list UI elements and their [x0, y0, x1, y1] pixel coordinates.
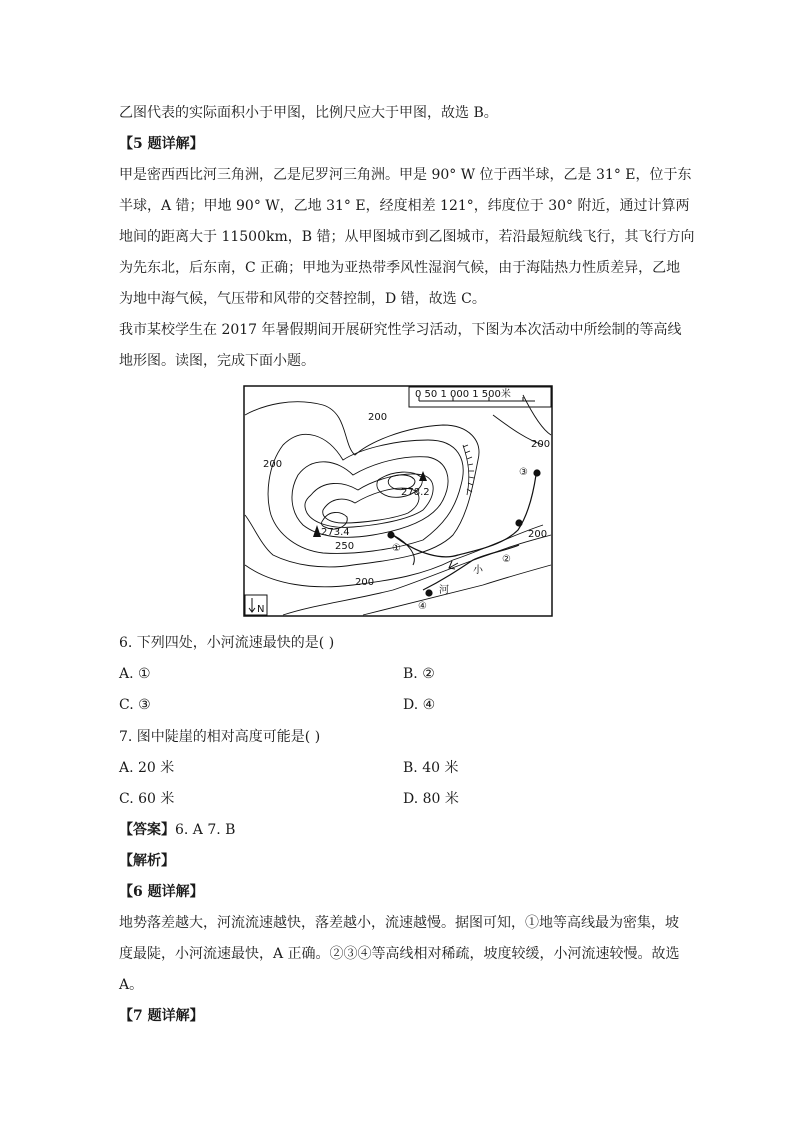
paragraph-text: 地形图。读图，完成下面小题。: [119, 353, 315, 369]
scale-label: 0 50 1 000 1 500米: [415, 389, 511, 400]
q6-option-b: B. ②: [403, 666, 435, 682]
contour-label: 200: [531, 439, 551, 450]
answer-label: 【答案】: [119, 822, 175, 838]
contour-label: 250: [335, 541, 355, 552]
map-frame: [244, 386, 552, 616]
point-label: ②: [502, 554, 511, 565]
q6-option-d: D. ④: [403, 697, 436, 713]
river-label: 河: [439, 585, 449, 596]
section-heading-7: 【7 题详解】: [119, 1008, 204, 1024]
point-marker: [425, 589, 432, 596]
q6-option-c: C. ③: [119, 697, 151, 713]
contour-map: [243, 385, 553, 617]
river-label: 小: [473, 565, 483, 576]
q7-option-a: A. 20 米: [119, 760, 175, 776]
question-7: 7. 图中陡崖的相对高度可能是( ): [119, 729, 321, 745]
paragraph-text: 为先东北，后东南，C 正确；甲地为亚热带季风性湿润气候，由于海陆热力性质差异，乙地: [119, 260, 681, 276]
paragraph-text: 地间的距离大于 11500km，B 错；从甲图城市到乙图城市，若沿最短航线飞行，其飞行方向: [119, 229, 695, 245]
contour-label: 200: [355, 577, 375, 588]
contour-label: 200: [368, 412, 388, 423]
paragraph-text: 半球，A 错；甲地 90° W，乙地 31° E，经度相差 121°，纬度位于 30° 附近，通过计算两: [119, 198, 690, 214]
answer-text: 6. A 7. B: [175, 822, 236, 838]
north-label: N: [257, 604, 265, 615]
contour-label: 200: [263, 459, 283, 470]
paragraph-text: 度最陡，小河流速最快，A 正确。②③④等高线相对稀疏，坡度较缓，小河流速较慢。故选: [119, 946, 680, 962]
point-marker: [515, 519, 522, 526]
q7-option-c: C. 60 米: [119, 791, 175, 807]
section-heading-6: 【6 题详解】: [119, 884, 204, 900]
point-marker: [387, 531, 394, 538]
paragraph-text: 乙图代表的实际面积小于甲图，比例尺应大于甲图，故选 B。: [119, 105, 498, 121]
point-label: ③: [519, 467, 528, 478]
paragraph-text: 地势落差越大，河流流速越快，落差越小，流速越慢。据图可知，①地等高线最为密集，坡: [119, 915, 679, 931]
point-marker: [533, 469, 540, 476]
peak-elevation-label: 273.4: [321, 527, 350, 538]
peak-elevation-label: 278.2: [401, 487, 430, 498]
q7-option-b: B. 40 米: [403, 760, 459, 776]
paragraph-text: 我市某校学生在 2017 年暑假期间开展研究性学习活动，下图为本次活动中所绘制的等高线: [119, 322, 682, 338]
analysis-label: 【解析】: [119, 853, 175, 869]
section-heading-5: 【5 题详解】: [119, 136, 204, 152]
paragraph-text: 为地中海气候，气压带和风带的交替控制，D 错，故选 C。: [119, 291, 486, 307]
paragraph-text: A。: [119, 977, 144, 993]
point-label: ①: [392, 543, 401, 554]
q7-option-d: D. 80 米: [403, 791, 459, 807]
point-label: ④: [418, 601, 427, 612]
paragraph-text: 甲是密西西比河三角洲，乙是尼罗河三角洲。甲是 90° W 位于西半球，乙是 31° E，位于东: [119, 167, 692, 183]
answer-line: [119, 820, 679, 840]
question-6: 6. 下列四处，小河流速最快的是( ): [119, 635, 335, 651]
contour-map-figure: [243, 385, 553, 617]
contour-label: 200: [528, 529, 548, 540]
q6-option-a: A. ①: [119, 666, 151, 682]
